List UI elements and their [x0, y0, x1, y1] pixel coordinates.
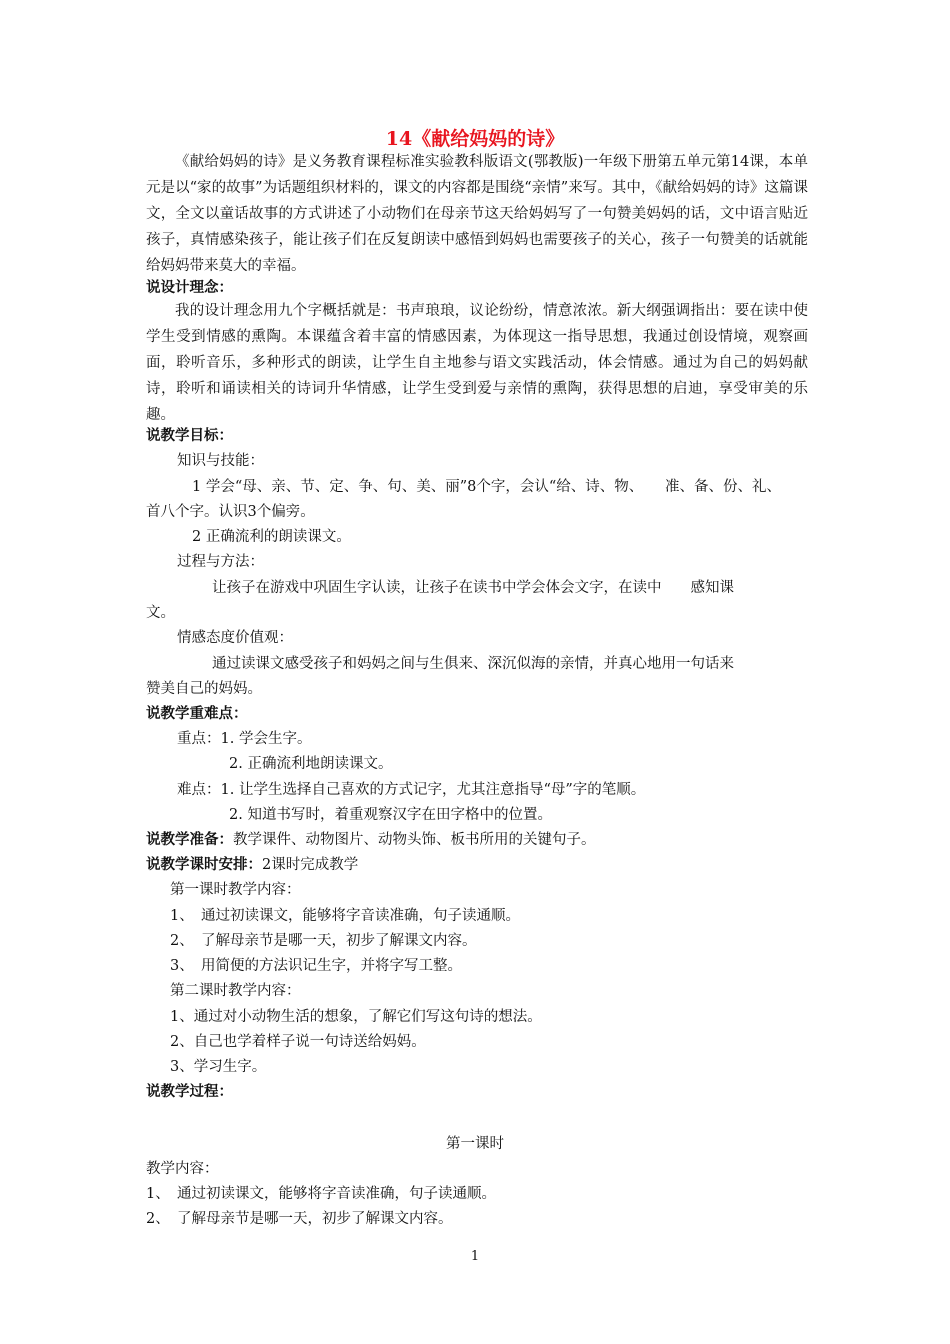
intro-paragraph: 《献给妈妈的诗》是义务教育课程标准实验教科版语文(鄂教版)一年级下册第五单元第14课，本单元是以“家的故事”为话题组织材料的，课文的内容都是围绕“亲情”来写。其中，《献给妈妈的诗》这篇课文，全文以童话故事的方式讲述了小动物们在母亲节这天给妈妈写了一句赞美妈妈的话，文中语言贴近孩子，真情感染孩子，能让孩子们在反复朗读中感悟到妈妈也需要孩子的关心，孩子一句赞美的话就能给妈妈带来莫大的幸福。 — [146, 154, 808, 274]
schedule-body: 2课时完成教学 — [262, 857, 359, 873]
prep-line — [146, 830, 596, 850]
content-item: 1、 通过初读课文，能够将字音读准确，句子读通顺。 — [146, 1186, 496, 1202]
difficulty-1: 难点：1. 让学生选择自己喜欢的方式记字，尤其注意指导“母”字的笔顺。 — [177, 782, 646, 798]
second-lesson-item: 1、通过对小动物生活的想象，了解它们写这句诗的想法。 — [170, 1009, 542, 1025]
design-paragraph: 我的设计理念用九个字概括就是：书声琅琅，议论纷纷，情意浓浓。新大纲强调指出：要在读中使学生受到情感的熏陶。本课蕴含着丰富的情感因素，为体现这一指导思想，我通过创设情境，观察画面，聆听音乐，多种形式的朗读，让学生自主地参与语文实践活动，体会情感。通过为自己的妈妈献诗，聆听和诵读相关的诗词升华情感，让学生受到爱与亲情的熏陶，获得思想的启迪，享受审美的乐趣。 — [146, 303, 808, 423]
second-lesson-label: 第二课时教学内容： — [170, 983, 301, 999]
process-method-line-2: 文。 — [146, 605, 175, 621]
knowledge-item-2: 2 正确流利的朗读课文。 — [192, 529, 351, 545]
first-lesson-label: 第一课时教学内容： — [170, 882, 301, 898]
knowledge-item-1-line-2: 首八个字。认识3个偏旁。 — [146, 504, 315, 520]
emotion-line-1: 通过读课文感受孩子和妈妈之间与生俱来、深沉似海的亲情，并真心地用一句话来 — [212, 656, 734, 672]
lesson-title: 第一课时 — [446, 1136, 504, 1152]
process-method-line-1: 让孩子在游戏中巩固生字认读，让孩子在读书中学会体会文字，在读中 感知课 — [212, 580, 734, 596]
schedule-heading: 说教学课时安排： — [146, 857, 262, 873]
key-point-1: 重点：1. 学会生字。 — [177, 731, 312, 747]
prep-heading: 说教学准备： — [146, 832, 233, 848]
process-heading: 说教学过程： — [146, 1084, 233, 1100]
key-point-2: 2. 正确流利地朗读课文。 — [229, 756, 393, 772]
difficulty-2: 2. 知道书写时，着重观察汉字在田字格中的位置。 — [229, 807, 552, 823]
content-label: 教学内容： — [146, 1161, 219, 1177]
document-title: 14《献给妈妈的诗》 — [385, 128, 565, 150]
first-lesson-item: 1、 通过初读课文，能够将字音读准确，句子读通顺。 — [170, 908, 520, 924]
goals-heading: 说教学目标： — [146, 428, 233, 444]
second-lesson-item: 3、学习生字。 — [170, 1059, 267, 1075]
emotion-label: 情感态度价值观： — [177, 630, 293, 646]
second-lesson-item: 2、自己也学着样子说一句诗送给妈妈。 — [170, 1034, 426, 1050]
first-lesson-item: 2、 了解母亲节是哪一天，初步了解课文内容。 — [170, 933, 477, 949]
prep-body: 教学课件、动物图片、动物头饰、板书所用的关键句子。 — [233, 832, 596, 848]
page-number: 1 — [470, 1249, 480, 1264]
knowledge-label: 知识与技能： — [177, 453, 264, 469]
design-heading: 说设计理念： — [146, 280, 233, 296]
keypoints-heading: 说教学重难点： — [146, 706, 248, 722]
content-item: 2、 了解母亲节是哪一天，初步了解课文内容。 — [146, 1211, 453, 1227]
process-method-label: 过程与方法： — [177, 554, 264, 570]
schedule-line — [146, 855, 358, 875]
emotion-line-2: 赞美自己的妈妈。 — [146, 681, 262, 697]
first-lesson-item: 3、 用简便的方法识记生字，并将字写工整。 — [170, 958, 462, 974]
knowledge-item-1-line-1: 1 学会“母、亲、节、定、争、句、美、丽”8个字，会认“给、诗、物、 准、备、份、礼、 — [192, 479, 782, 495]
